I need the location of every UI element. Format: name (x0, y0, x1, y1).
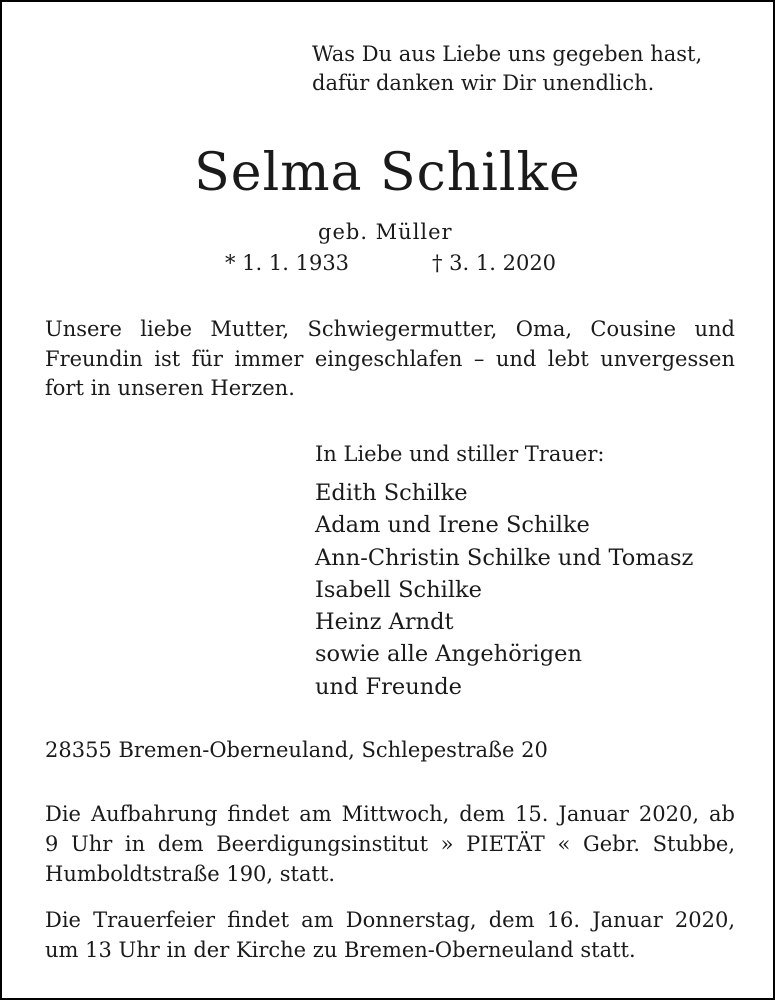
viewing-info (45, 799, 735, 889)
mourner-name: sowie alle Angehörigen (315, 641, 582, 668)
maiden-name: geb. Müller (318, 220, 453, 244)
mourners-list (315, 477, 693, 703)
viewing-line: Humboldtstraße 190, statt. (45, 862, 336, 886)
memorial-verse (312, 40, 702, 98)
mourner-name: Isabell Schilke (315, 576, 482, 603)
funeral-line: Die Trauerfeier findet am Donnerstag, dem 16. Januar 2020, (45, 908, 735, 932)
deceased-name: Selma Schilke (194, 143, 581, 203)
mourner-name: Edith Schilke (315, 480, 468, 506)
mourner-name: Adam und Irene Schilke (315, 512, 590, 539)
mourner-name: Heinz Arndt (315, 609, 454, 636)
verse-line: Was Du aus Liebe uns gegeben hast, (312, 42, 703, 66)
family-address: 28355 Bremen-Oberneuland, Schlepestraße 20 (45, 738, 548, 762)
message-line: Freundin ist für immer eingeschlafen – und lebt unvergessen (45, 346, 735, 371)
viewing-line: 9 Uhr in dem Beerdigungsinstitut » PIETÄT « Gebr. Stubbe, (45, 832, 735, 856)
birth-date: * 1. 1. 1933 (225, 251, 350, 275)
verse-line: dafür danken wir Dir unendlich. (312, 71, 655, 95)
mourner-name: und Freunde (315, 673, 462, 700)
funeral-line: um 13 Uhr in der Kirche zu Bremen-Oberneuland statt. (45, 938, 636, 962)
death-date: † 3. 1. 2020 (432, 251, 557, 275)
mourner-name: Ann-Christin Schilke und Tomasz (315, 544, 694, 571)
viewing-line: Die Aufbahrung findet am Mittwoch, dem 15. Januar 2020, ab (45, 802, 735, 826)
mourners-intro: In Liebe und stiller Trauer: (315, 442, 605, 466)
message-line: Unsere liebe Mutter, Schwiegermutter, Oma, Cousine und (45, 317, 735, 341)
message-line: fort in unseren Herzen. (45, 376, 295, 400)
memorial-message (45, 315, 735, 404)
funeral-info (45, 905, 735, 965)
